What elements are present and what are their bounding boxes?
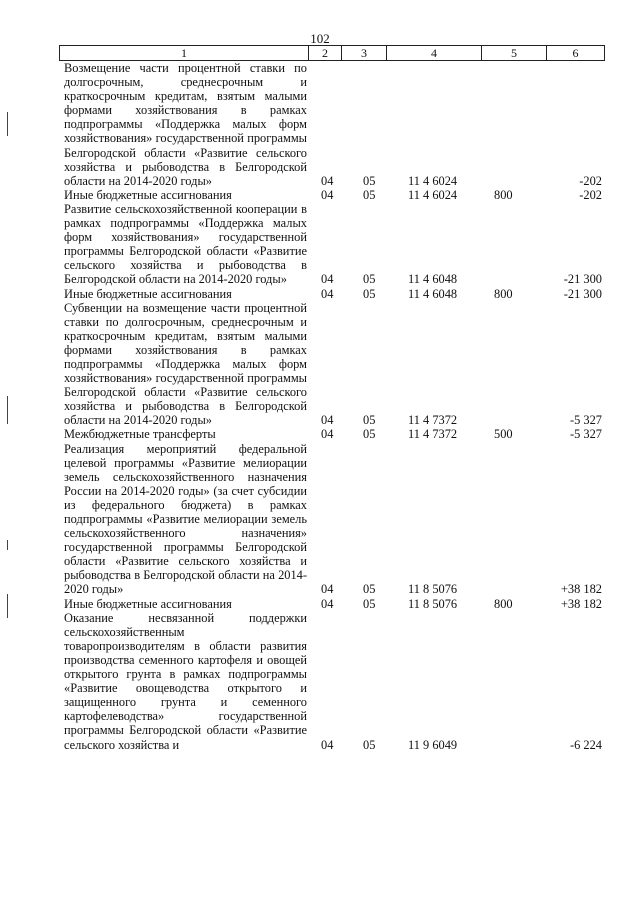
row-subsection: 05 bbox=[363, 596, 376, 611]
row-expense-type: 800 bbox=[494, 596, 513, 611]
page-number: 102 bbox=[310, 31, 330, 46]
scan-mark bbox=[7, 540, 8, 550]
row-section: 04 bbox=[321, 272, 334, 287]
table-body bbox=[0, 61, 640, 752]
table-row bbox=[0, 188, 640, 202]
row-expense-type: 500 bbox=[494, 427, 513, 442]
row-description: Возмещение части процентной ставки по долгосрочным, среднесрочным и краткосрочным кредитам, взятым малыми формами хозяйствования в рамках подпрограммы «Поддержка малых форм хозяйствования» государственной программы Белгородской области «Развитие сельского хозяйства и рыбоводства в Белгородской области на 2014-2020 годы» bbox=[64, 61, 307, 188]
row-section: 04 bbox=[321, 173, 334, 188]
row-section: 04 bbox=[321, 187, 334, 202]
row-amount: -5 327 bbox=[569, 413, 602, 428]
header-col-4: 4 bbox=[387, 46, 482, 60]
row-target-code: 11 4 6048 bbox=[408, 272, 458, 287]
row-subsection: 05 bbox=[363, 413, 376, 428]
row-description: Реализация мероприятий федеральной целевой программы «Развитие мелиорации земель сельскохозяйственного назначения России на 2014-2020 годы» (за счет субсидии из федерального бюджета) в рамках подпрограммы «Развитие мелиорации земель сельскохозяйственного назначения» государственной программы Белгородской области «Развитие сельского хозяйства и рыбоводства в Белгородской области на 2014-2020 годы» bbox=[64, 441, 307, 597]
header-col-1: 1 bbox=[60, 46, 309, 60]
row-subsection: 05 bbox=[363, 427, 376, 442]
row-expense-type: 800 bbox=[494, 187, 513, 202]
header-col-6: 6 bbox=[572, 46, 579, 60]
row-amount: +38 182 bbox=[560, 582, 602, 597]
table-row bbox=[0, 61, 640, 188]
row-target-code: 11 4 6024 bbox=[408, 173, 458, 188]
row-amount: +38 182 bbox=[560, 596, 602, 611]
row-description: Развитие сельскохозяйственной кооперации в рамках подпрограммы «Поддержка малых форм хозяйствования» государственной программы Белгородской области «Развитие сельского хозяйства и рыбоводства в Белгородской области на 2014-2020 годы» bbox=[64, 201, 307, 287]
table-row bbox=[0, 202, 640, 287]
row-description: Иные бюджетные ассигнования bbox=[64, 187, 232, 202]
row-section: 04 bbox=[321, 737, 334, 752]
header-col-2: 2 bbox=[309, 46, 342, 60]
row-description: Субвенции на возмещение части процентной ставки по долгосрочным, среднесрочным и краткосрочным кредитам, взятым малыми формами хозяйствования в рамках подпрограммы «Поддержка малых форм хозяйствования» государственной программы Белгородской области «Развитие сельского хозяйства и рыбоводства в Белгородской области на 2014-2020 годы» bbox=[64, 300, 307, 428]
row-amount: -6 224 bbox=[569, 737, 602, 752]
row-section: 04 bbox=[321, 286, 334, 301]
row-subsection: 05 bbox=[363, 582, 376, 597]
row-subsection: 05 bbox=[363, 737, 376, 752]
row-target-code: 11 4 6048 bbox=[408, 286, 458, 301]
row-subsection: 05 bbox=[363, 272, 376, 287]
table-row bbox=[0, 597, 640, 611]
row-amount: -202 bbox=[579, 187, 602, 202]
row-subsection: 05 bbox=[363, 173, 376, 188]
table-header bbox=[59, 45, 605, 61]
scan-margin-marks bbox=[7, 0, 11, 905]
scan-mark bbox=[7, 594, 8, 618]
scan-mark bbox=[7, 396, 8, 424]
table-row bbox=[0, 287, 640, 301]
row-amount: -21 300 bbox=[563, 286, 602, 301]
row-section: 04 bbox=[321, 413, 334, 428]
row-subsection: 05 bbox=[363, 286, 376, 301]
row-target-code: 11 9 6049 bbox=[408, 737, 458, 752]
row-amount: -5 327 bbox=[569, 427, 602, 442]
row-description: Межбюджетные трансферты bbox=[64, 427, 216, 442]
row-description: Иные бюджетные ассигнования bbox=[64, 286, 232, 301]
table-row bbox=[0, 427, 640, 441]
row-target-code: 11 8 5076 bbox=[408, 582, 458, 597]
row-expense-type: 800 bbox=[494, 286, 513, 301]
row-amount: -202 bbox=[579, 173, 602, 188]
header-col-5: 5 bbox=[482, 46, 547, 60]
header-col-3: 3 bbox=[342, 46, 387, 60]
scan-mark bbox=[7, 112, 8, 136]
table-row bbox=[0, 442, 640, 597]
row-description: Иные бюджетные ассигнования bbox=[64, 596, 232, 611]
row-section: 04 bbox=[321, 596, 334, 611]
row-section: 04 bbox=[321, 427, 334, 442]
row-amount: -21 300 bbox=[563, 272, 602, 287]
row-description: Оказание несвязанной поддержки сельскохозяйственным товаропроизводителям в области развития производства семенного картофеля и овощей открытого грунта в рамках подпрограммы «Развитие овощеводства открытого и защищенного грунта и семенного картофелеводства» государственной программы Белгородской области «Развитие сельского хозяйства и bbox=[64, 610, 307, 752]
table-row bbox=[0, 301, 640, 428]
row-target-code: 11 4 7372 bbox=[408, 427, 458, 442]
row-target-code: 11 4 6024 bbox=[408, 187, 458, 202]
row-target-code: 11 8 5076 bbox=[408, 596, 458, 611]
row-target-code: 11 4 7372 bbox=[408, 413, 458, 428]
table-row bbox=[0, 611, 640, 752]
row-section: 04 bbox=[321, 582, 334, 597]
row-subsection: 05 bbox=[363, 187, 376, 202]
